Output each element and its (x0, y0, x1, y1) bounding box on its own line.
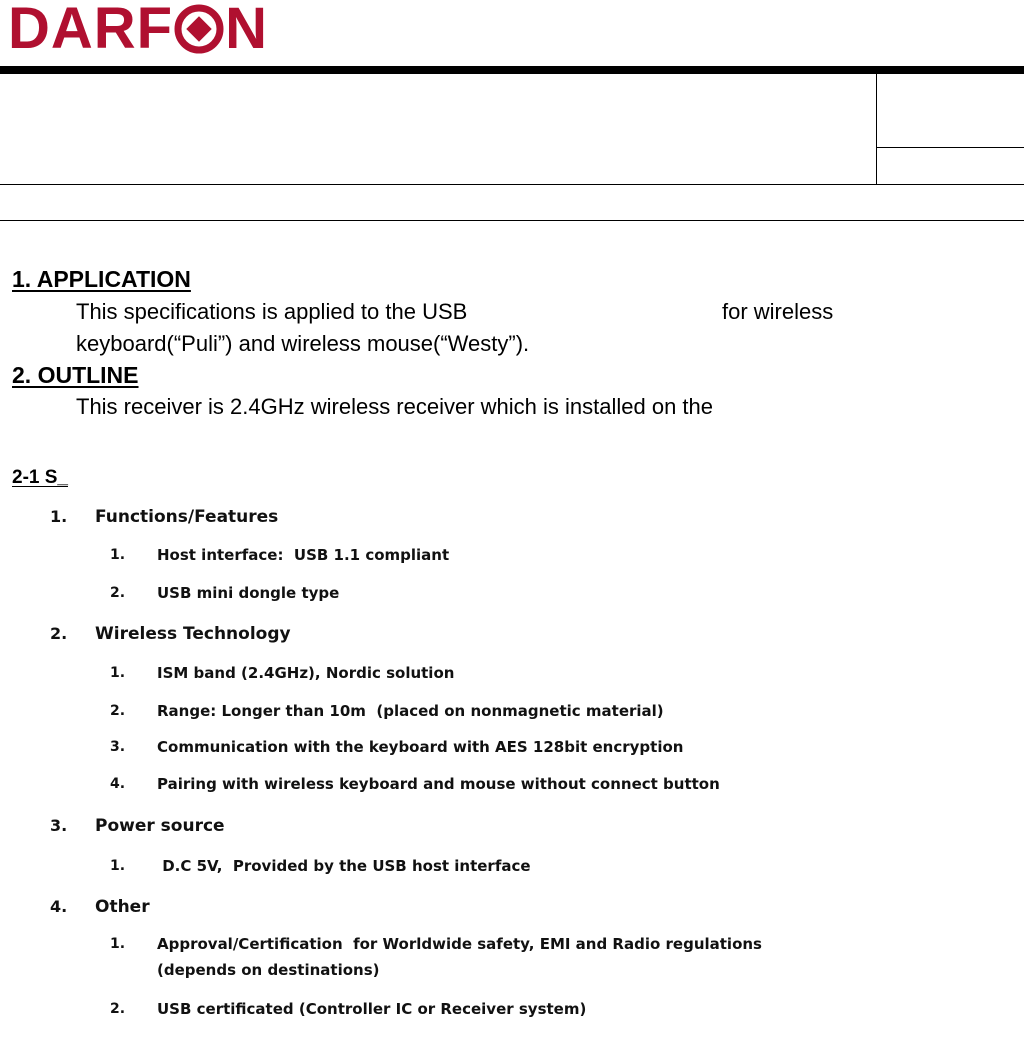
list-item-number: 2. (110, 703, 126, 719)
list-item: USB mini dongle type (157, 584, 340, 602)
list-item-number: 2. (110, 585, 126, 601)
list-item-number: 1. (110, 858, 126, 874)
group-number: 2. (50, 624, 68, 643)
group-label: Other (95, 897, 150, 917)
list-item-number: 1. (110, 547, 126, 563)
list-item: D.C 5V, Provided by the USB host interface (157, 857, 531, 875)
logo-text-right: N (225, 0, 268, 61)
list-item: Approval/Certification for Worldwide safety, EMI and Radio regulations (157, 935, 762, 953)
list-item-continuation: (depends on destinations) (157, 961, 380, 979)
list-item-number: 4. (110, 776, 126, 792)
outline-title: 2. OUTLINE (12, 362, 139, 388)
spec-subsection-title: 2-1 S_ (12, 467, 68, 488)
list-item: Pairing with wireless keyboard and mouse without connect button (157, 775, 720, 793)
list-item-number: 2. (110, 1001, 126, 1017)
outline-line1: This receiver is 2.4GHz wireless receiver which is installed on the (76, 394, 714, 419)
header-right-cell-divider (876, 147, 1024, 148)
group-number: 3. (50, 816, 68, 835)
logo-text-left: DARF (8, 0, 174, 61)
group-label: Power source (95, 816, 225, 836)
group-number: 4. (50, 897, 68, 916)
header-right-divider (876, 74, 877, 185)
list-item: Host interface: USB 1.1 compliant (157, 546, 450, 564)
list-item: Range: Longer than 10m (placed on nonmagnetic material) (157, 702, 664, 720)
group-label: Wireless Technology (95, 624, 291, 644)
list-item: USB certificated (Controller IC or Receiver system) (157, 1000, 587, 1018)
list-item: ISM band (2.4GHz), Nordic solution (157, 664, 455, 682)
application-line2: keyboard(“Puli”) and wireless mouse(“Westy”). (76, 331, 530, 356)
header-bottom-rule (0, 184, 1024, 185)
application-line1-part2: for wireless (722, 299, 834, 324)
group-label: Functions/Features (95, 507, 279, 527)
application-title: 1. APPLICATION (12, 266, 191, 292)
diamond-circle-logo-icon (174, 4, 224, 54)
list-item-number: 1. (110, 665, 126, 681)
header-second-rule (0, 220, 1024, 221)
header-top-bar (0, 66, 1024, 74)
list-item: Communication with the keyboard with AES 128bit encryption (157, 738, 684, 756)
application-line1-part1: This specifications is applied to the USB (76, 299, 468, 324)
list-item-number: 3. (110, 739, 126, 755)
group-number: 1. (50, 507, 68, 526)
list-item-number: 1. (110, 936, 126, 952)
company-logo (8, 0, 268, 61)
